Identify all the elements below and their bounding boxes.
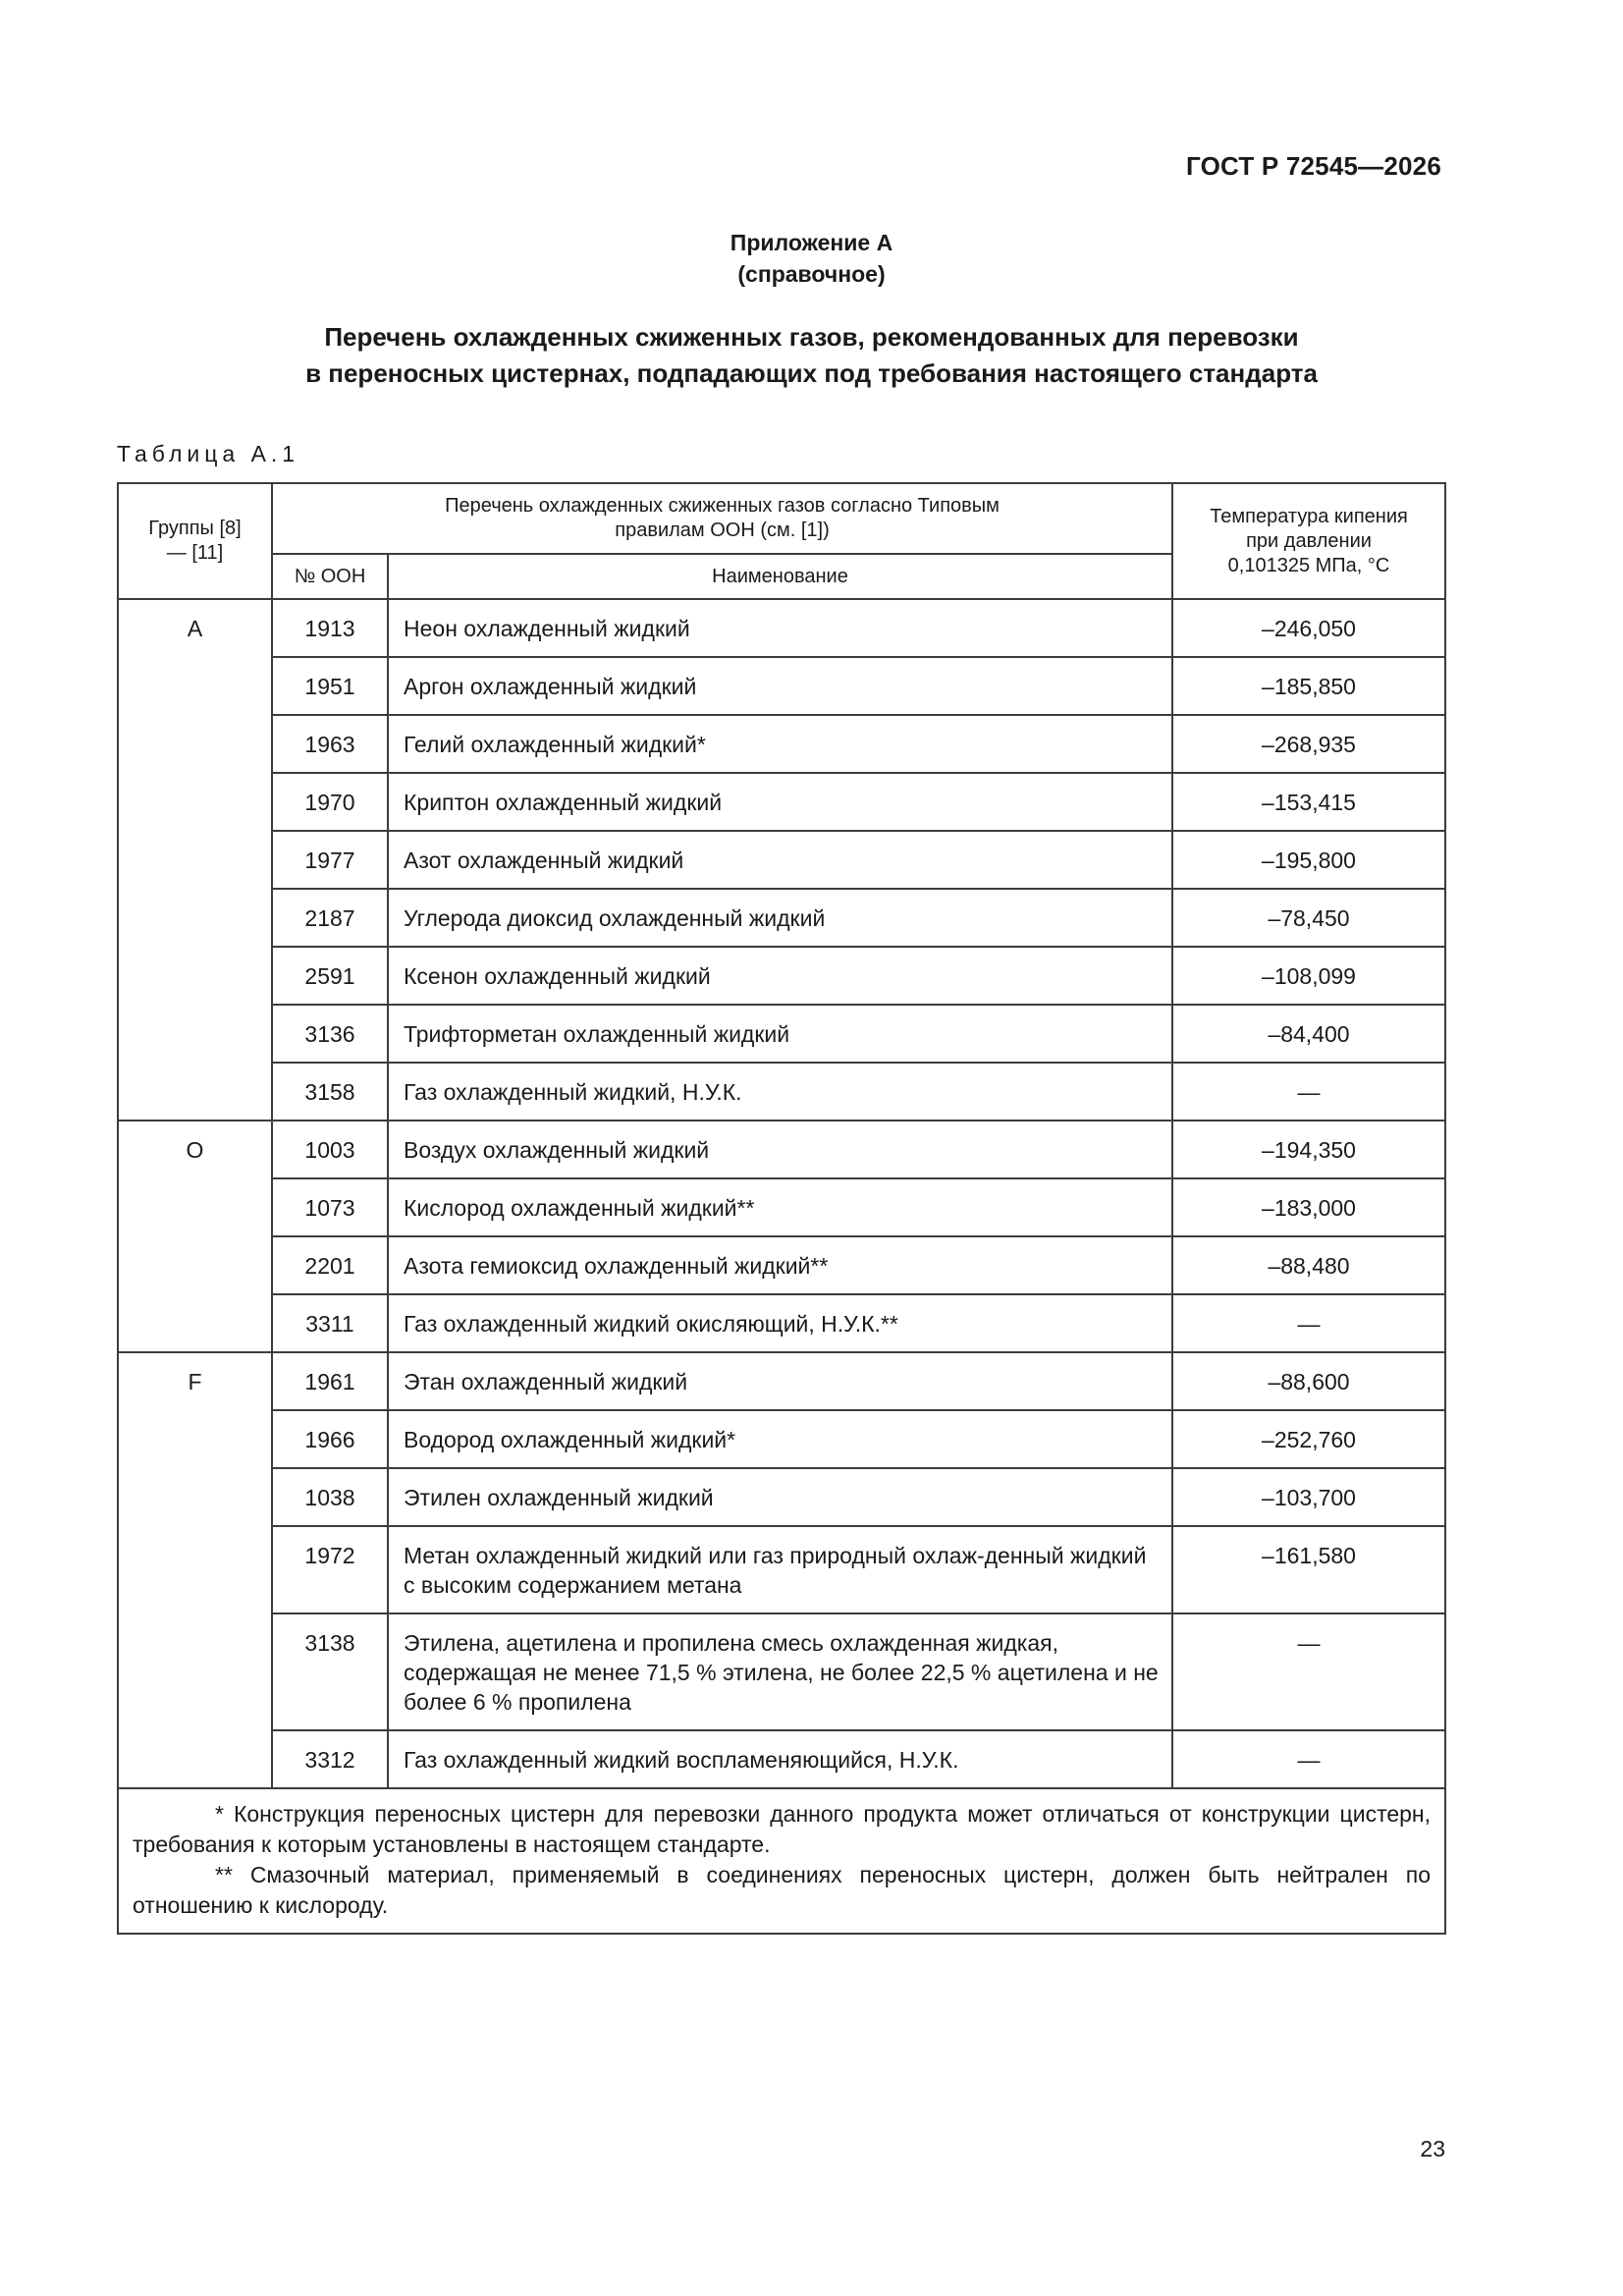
un-number-cell: 2187	[272, 889, 388, 947]
header-groups: Группы [8] — [11]	[118, 483, 272, 599]
temperature-cell: –194,350	[1172, 1121, 1445, 1178]
temperature-cell: –268,935	[1172, 715, 1445, 773]
name-cell: Газ охлажденный жидкий воспламеняющийся, Н.У.К.	[388, 1730, 1172, 1788]
annex-heading	[0, 227, 1623, 290]
name-cell: Аргон охлажденный жидкий	[388, 657, 1172, 715]
table-row	[118, 715, 1445, 773]
temperature-cell: —	[1172, 1294, 1445, 1352]
un-number-cell: 1038	[272, 1468, 388, 1526]
name-cell: Газ охлажденный жидкий, Н.У.К.	[388, 1063, 1172, 1121]
table-row	[118, 1063, 1445, 1121]
header-temperature: Температура кипения при давлении 0,101325 МПа, °С	[1172, 483, 1445, 599]
name-cell: Азота гемиоксид охлажденный жидкий**	[388, 1236, 1172, 1294]
name-cell: Гелий охлажденный жидкий*	[388, 715, 1172, 773]
section-title-line-2: в переносных цистернах, подпадающих под требования настоящего стандарта	[305, 358, 1318, 388]
table-row	[118, 599, 1445, 657]
group-cell: А	[118, 599, 272, 1121]
temperature-cell: –183,000	[1172, 1178, 1445, 1236]
name-cell: Воздух охлажденный жидкий	[388, 1121, 1172, 1178]
un-number-cell: 2201	[272, 1236, 388, 1294]
temperature-cell: –108,099	[1172, 947, 1445, 1005]
name-cell: Этан охлажденный жидкий	[388, 1352, 1172, 1410]
un-number-cell: 3312	[272, 1730, 388, 1788]
table-row	[118, 1121, 1445, 1178]
un-number-cell: 1073	[272, 1178, 388, 1236]
un-number-cell: 1977	[272, 831, 388, 889]
un-number-cell: 1972	[272, 1526, 388, 1613]
name-cell: Трифторметан охлажденный жидкий	[388, 1005, 1172, 1063]
un-number-cell: 3311	[272, 1294, 388, 1352]
temperature-cell: —	[1172, 1063, 1445, 1121]
un-number-cell: 1913	[272, 599, 388, 657]
note-1: * Конструкция переносных цистерн для перевозки данного продукта может отличаться от конструкции цистерн, требования к которым установлены в настоящем стандарте.	[133, 1801, 1432, 1857]
temperature-cell: –185,850	[1172, 657, 1445, 715]
page-number: 23	[1420, 2136, 1445, 2161]
un-number-cell: 1970	[272, 773, 388, 831]
table-row	[118, 1613, 1445, 1730]
temperature-cell: –84,400	[1172, 1005, 1445, 1063]
un-number-cell: 1951	[272, 657, 388, 715]
un-number-cell: 3136	[272, 1005, 388, 1063]
document-code: ГОСТ Р 72545—2026	[1186, 151, 1441, 181]
table-row	[118, 773, 1445, 831]
un-number-cell: 3138	[272, 1613, 388, 1730]
header-name: Наименование	[388, 554, 1172, 599]
header-list: Перечень охлажденных сжиженных газов согласно Типовым правилам ООН (см. [1])	[272, 483, 1172, 554]
un-number-cell: 3158	[272, 1063, 388, 1121]
table-row	[118, 1178, 1445, 1236]
table-row	[118, 1410, 1445, 1468]
un-number-cell: 2591	[272, 947, 388, 1005]
un-number-cell: 1963	[272, 715, 388, 773]
section-title-line-1: Перечень охлажденных сжиженных газов, рекомендованных для перевозки	[324, 322, 1299, 352]
name-cell: Газ охлажденный жидкий окисляющий, Н.У.К.**	[388, 1294, 1172, 1352]
temperature-cell: –88,600	[1172, 1352, 1445, 1410]
annex-subtitle: (справочное)	[737, 261, 886, 287]
table-row	[118, 1294, 1445, 1352]
table-row	[118, 657, 1445, 715]
temperature-cell: –78,450	[1172, 889, 1445, 947]
name-cell: Криптон охлажденный жидкий	[388, 773, 1172, 831]
name-cell: Этилена, ацетилена и пропилена смесь охлажденная жидкая, содержащая не менее 71,5 % этилена, не более 22,5 % ацетилена и не более 6 % пропилена	[388, 1613, 1172, 1730]
temperature-cell: –195,800	[1172, 831, 1445, 889]
table-row	[118, 1352, 1445, 1410]
temperature-cell: –153,415	[1172, 773, 1445, 831]
table-body	[118, 599, 1445, 1788]
table-row	[118, 1005, 1445, 1063]
name-cell: Водород охлажденный жидкий*	[388, 1410, 1172, 1468]
table-row	[118, 1526, 1445, 1613]
temperature-cell: –252,760	[1172, 1410, 1445, 1468]
name-cell: Кислород охлажденный жидкий**	[388, 1178, 1172, 1236]
temperature-cell: –103,700	[1172, 1468, 1445, 1526]
gases-table	[117, 482, 1446, 1935]
un-number-cell: 1961	[272, 1352, 388, 1410]
annex-title: Приложение А	[730, 230, 893, 255]
table-row	[118, 831, 1445, 889]
header-un-number: № ООН	[272, 554, 388, 599]
table-notes	[118, 1788, 1445, 1934]
table-row	[118, 1730, 1445, 1788]
temperature-cell: –161,580	[1172, 1526, 1445, 1613]
temperature-cell: —	[1172, 1730, 1445, 1788]
temperature-cell: —	[1172, 1613, 1445, 1730]
name-cell: Метан охлажденный жидкий или газ природный охлаж-денный жидкий с высоким содержанием метана	[388, 1526, 1172, 1613]
table-row	[118, 947, 1445, 1005]
table-caption: Таблица А.1	[117, 441, 300, 466]
name-cell: Ксенон охлажденный жидкий	[388, 947, 1172, 1005]
name-cell: Азот охлажденный жидкий	[388, 831, 1172, 889]
note-2: ** Смазочный материал, применяемый в соединениях переносных цистерн, должен быть нейтрален по отношению к кислороду.	[133, 1862, 1432, 1918]
name-cell: Неон охлажденный жидкий	[388, 599, 1172, 657]
temperature-cell: –88,480	[1172, 1236, 1445, 1294]
un-number-cell: 1003	[272, 1121, 388, 1178]
un-number-cell: 1966	[272, 1410, 388, 1468]
group-cell: F	[118, 1352, 272, 1788]
table-row	[118, 1468, 1445, 1526]
name-cell: Углерода диоксид охлажденный жидкий	[388, 889, 1172, 947]
name-cell: Этилен охлажденный жидкий	[388, 1468, 1172, 1526]
table-row	[118, 1236, 1445, 1294]
table-row	[118, 889, 1445, 947]
group-cell: О	[118, 1121, 272, 1352]
temperature-cell: –246,050	[1172, 599, 1445, 657]
section-title	[0, 319, 1623, 392]
